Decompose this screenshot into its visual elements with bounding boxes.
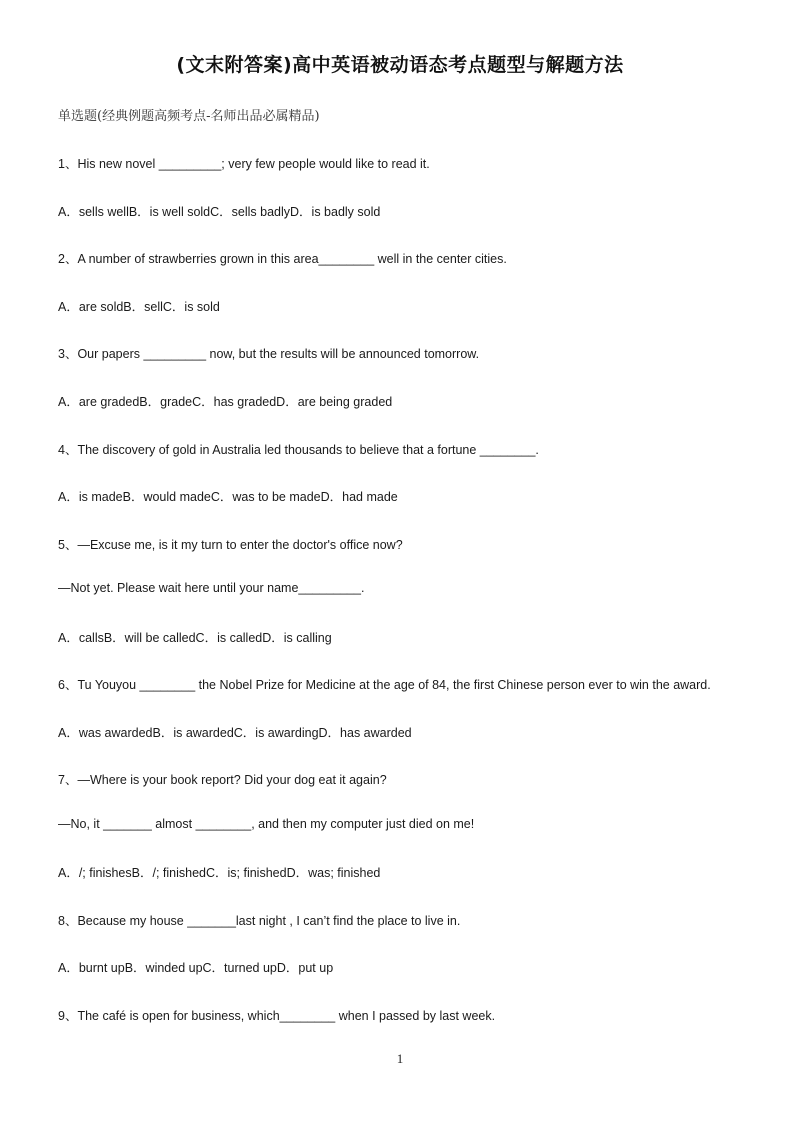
question-8: 8、Because my house _______last night , I can’t find the place to live in. <box>58 914 461 928</box>
question-6: 6、Tu Youyou ________ the Nobel Prize for Medicine at the age of 84, the first Chinese person ever to win the award. <box>58 678 711 692</box>
question-6-options: A．was awardedB．is awardedC．is awardingD．has awarded <box>58 726 412 740</box>
question-8-options: A．burnt upB．winded upC．turned upD．put up <box>58 961 334 975</box>
question-2-options: A．are soldB．sellC．is sold <box>58 300 220 314</box>
question-3-options: A．are gradedB．gradeC．has gradedD．are being graded <box>58 395 393 409</box>
question-1-options: A．sells wellB．is well soldC．sells badlyD．is badly sold <box>58 205 381 219</box>
page-number: 1 <box>396 1051 404 1066</box>
question-7-options: A．/; finishesB．/; finishedC．is; finishedD．was; finished <box>58 866 381 880</box>
question-4: 4、The discovery of gold in Australia led thousands to believe that a fortune ________. <box>58 443 539 457</box>
document-title: (文末附答案)高中英语被动语态考点题型与解题方法 <box>176 54 624 76</box>
question-5: 5、—Excuse me, is it my turn to enter the doctor's office now? <box>58 538 403 552</box>
question-7-reply: —No, it _______ almost ________, and then my computer just died on me! <box>58 817 475 831</box>
question-5-options: A．callsB．will be calledC．is calledD．is calling <box>58 631 332 645</box>
question-1: 1、His new novel _________; very few people would like to read it. <box>58 157 430 171</box>
question-9: 9、The café is open for business, which________ when I passed by last week. <box>58 1009 496 1023</box>
section-heading: 单选题(经典例题高频考点-名师出品必属精品) <box>58 109 320 124</box>
question-2: 2、A number of strawberries grown in this area________ well in the center cities. <box>58 252 507 266</box>
question-3: 3、Our papers _________ now, but the results will be announced tomorrow. <box>58 347 480 361</box>
question-7: 7、—Where is your book report? Did your dog eat it again? <box>58 773 387 787</box>
question-4-options: A．is madeB．would madeC．was to be madeD．had made <box>58 490 398 504</box>
question-5-reply: —Not yet. Please wait here until your name_________. <box>58 581 365 595</box>
